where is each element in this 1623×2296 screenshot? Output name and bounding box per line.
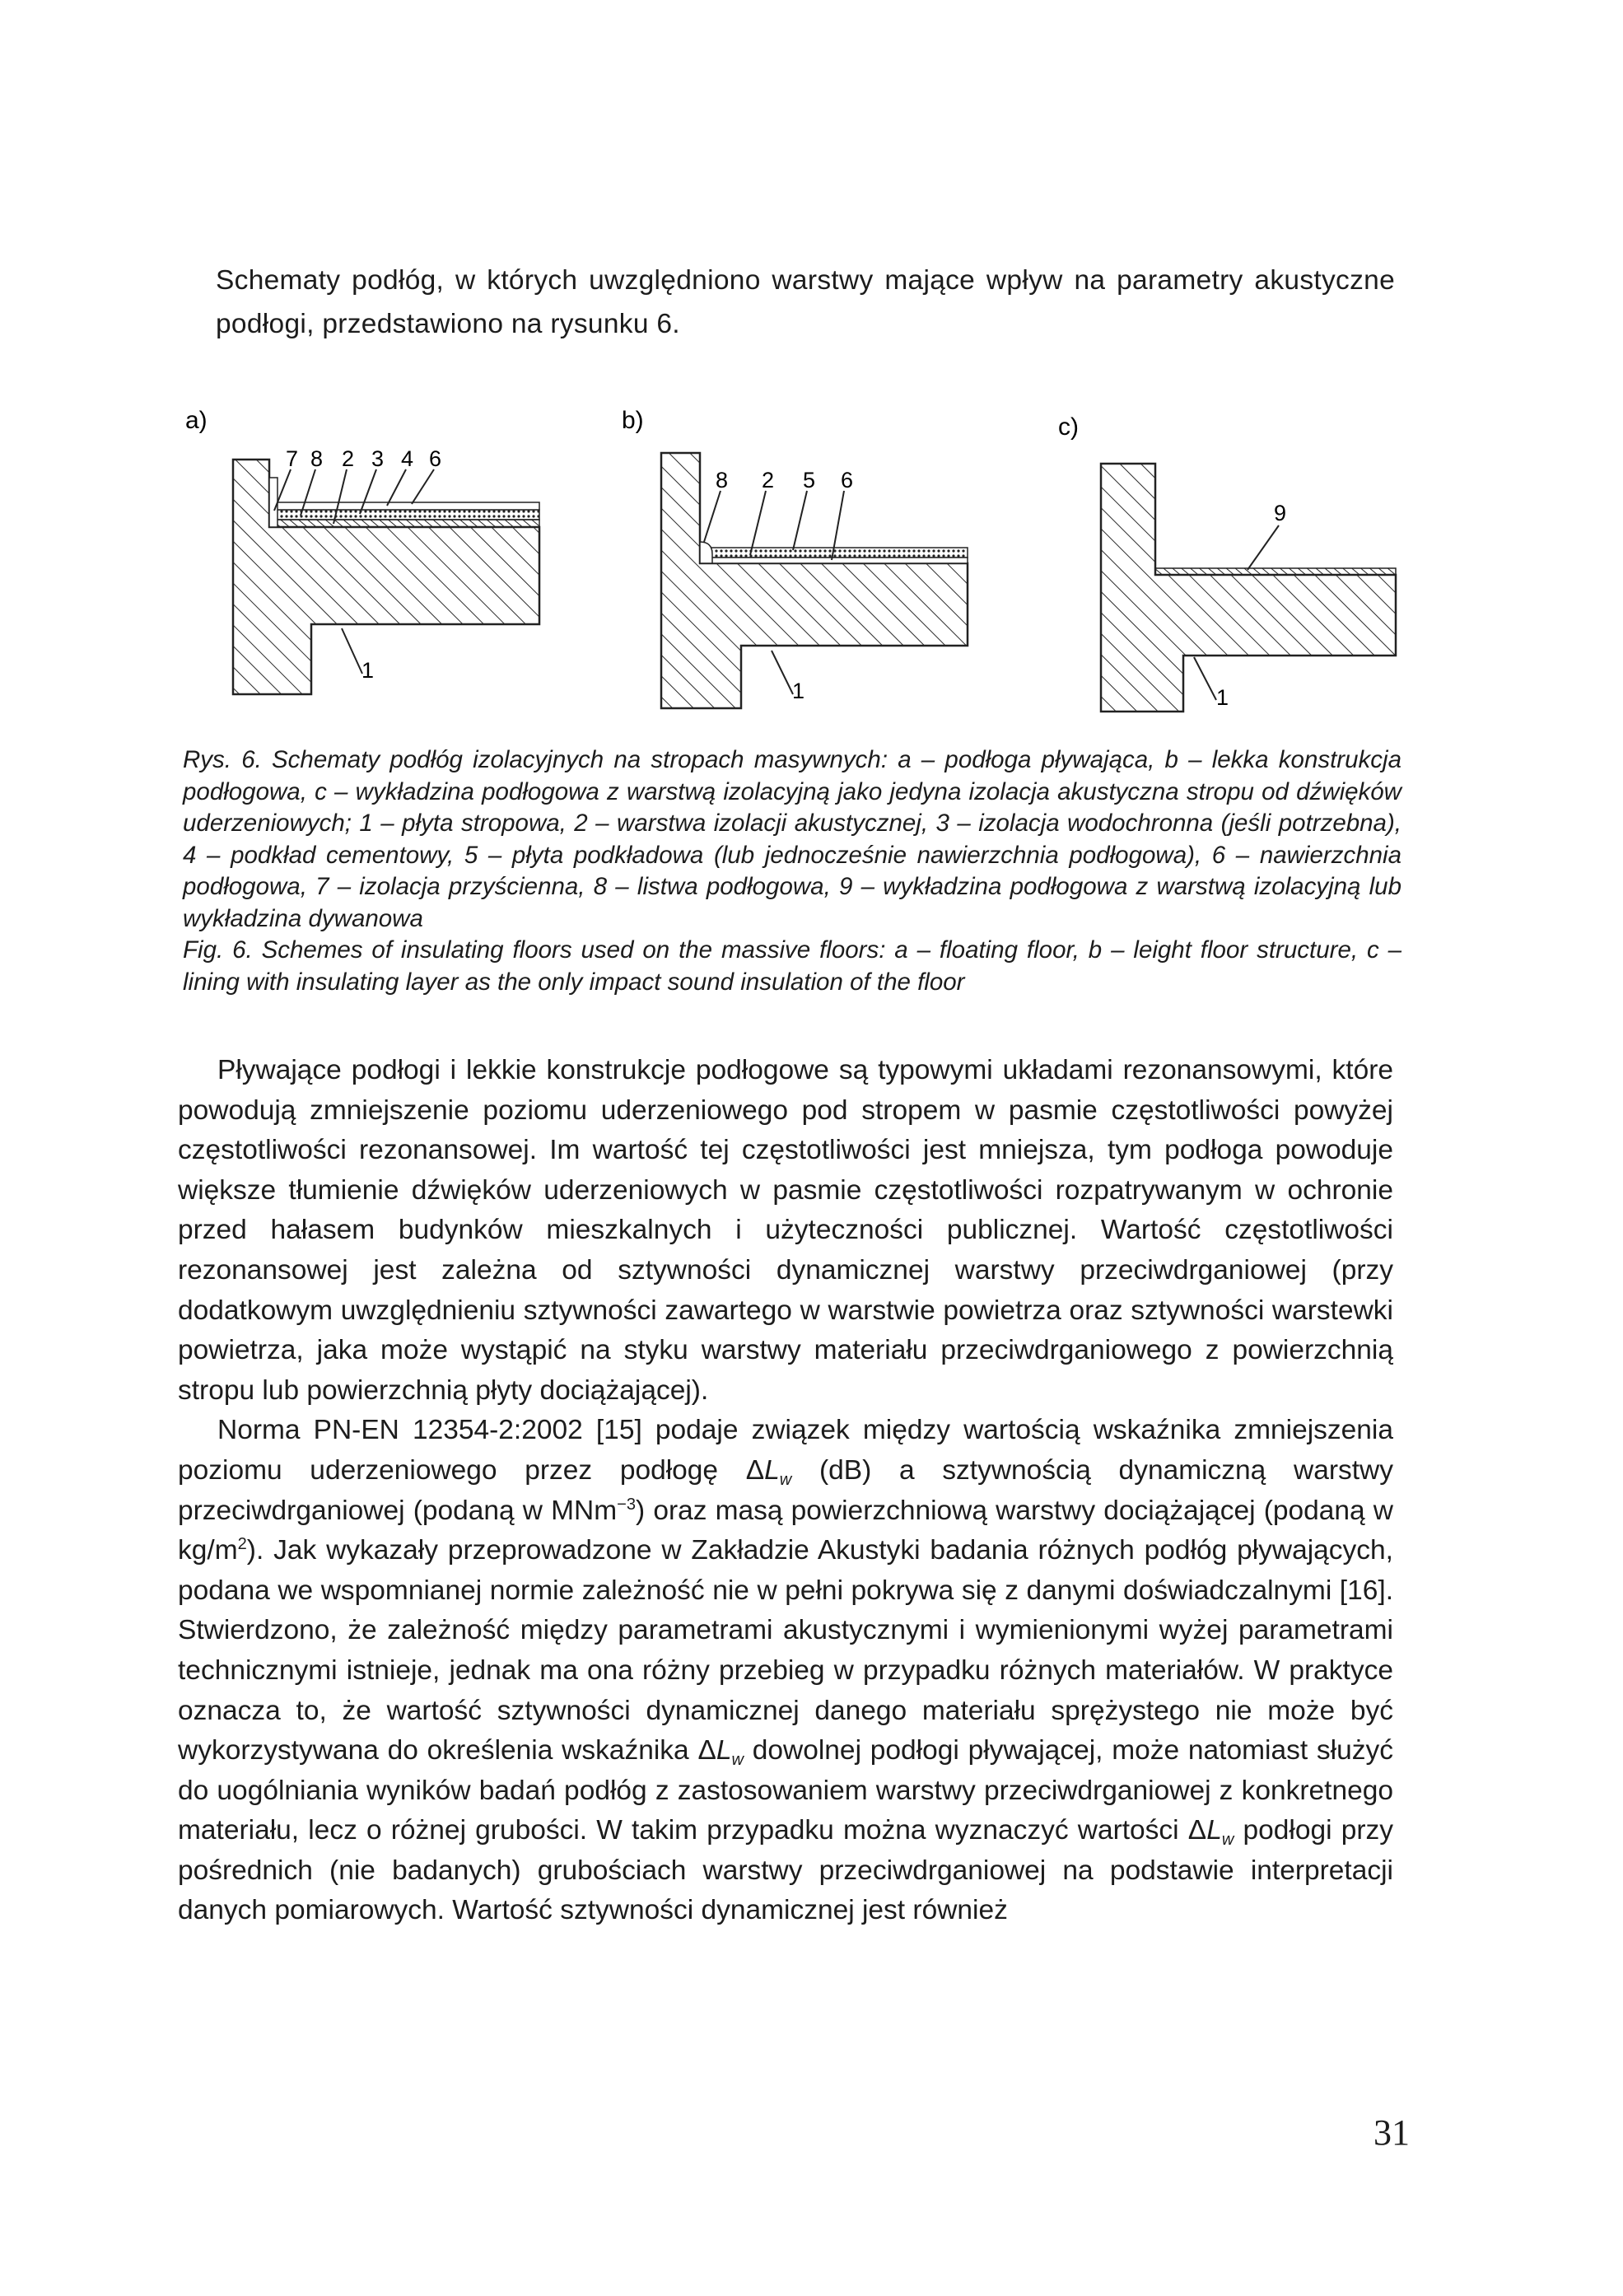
panel-b-label: b) [622,410,644,434]
exponent-minus-3: −3 [617,1495,637,1514]
page-number: 31 [1373,2112,1410,2153]
label-a-3: 2 [342,446,355,471]
p2-text-5: dowolnej podłogi pływającej, może natomiast służyć do uogólniania wyników badań podłóg z zastosowaniem warstwy przeciwdrganiowej z konkretnego materiału, lecz o różnej grubości. W takim przypadku można wyznaczyć wartości [178,1735,1393,1846]
panel-c [1058,413,1396,712]
label-a-1: 7 [286,446,299,471]
l-symbol-2: L [716,1735,732,1766]
l-symbol-3: L [1206,1815,1222,1846]
p2-text-6: podłogi przy pośrednich (nie badanych) grubościach warstwy przeciwdrganiowej na podstawie interpretacji danych pomiarowych. Wartość sztywności dynamicznej jest również [178,1815,1393,1926]
paragraph-1: Pływające podłogi i lekkie konstrukcje podłogowe są typowymi układami rezonansowymi, które powodują zmniejszenie poziomu uderzeniowego pod stropem w pasmie częstotliwości powyżej częstotliwości rezonansowej. Im wartość tej częstotliwości jest mniejsza, tym podłoga powoduje większe tłumienie dźwięków uderzeniowych w pasmie częstotliwości rozpatrywanym w ochronie przed hałasem budynków mieszkalnych i użyteczności publicznej. Wartość częstotliwości rezonansowej jest zależna od sztywności dynamicznej warstwy przeciwdrganiowej (przy dodatkowym uwzględnieniu sztywności zawartego w warstwie powietrza oraz sztywności warstewki powietrza, jaka może wystąpić na styku warstwy materiału przeciwdrganiowego z powierzchnią stropu lub powierzchnią płyty dociążającej). [178,1055,1393,1406]
label-c-slab: 1 [1216,685,1229,710]
panel-a [185,410,539,694]
p2-text-3: ) oraz masą powierzchniową warstwy dociążającej (podaną w kg/m [178,1495,1394,1566]
label-a-6: 6 [429,446,442,471]
w-subscript-3: w [1221,1831,1234,1850]
p2-text-1: Norma PN-EN 12354-2:2002 [15] podaje związek między wartością wskaźnika zmniejszenia poziomu uderzeniowego przez podłogę [178,1415,1393,1486]
label-b-3: 5 [803,468,816,492]
label-c-1: 9 [1274,501,1287,525]
intro-paragraph: Schematy podłóg, w których uwzględniono warstwy mające wpływ na parametry akustyczne podłogi, przedstawiono na rysunku 6. [216,265,1395,339]
w-subscript: w [779,1470,792,1489]
paragraph-2 [178,1411,1393,1931]
label-b-1: 8 [716,468,729,492]
delta-symbol-3: Δ [1187,1815,1207,1846]
floor-schemes-drawing [185,410,1420,723]
label-b-slab: 1 [792,679,805,703]
l-symbol: L [764,1454,780,1486]
figure-caption [183,744,1401,998]
delta-symbol: Δ [745,1454,765,1486]
panel-a-label: a) [185,410,208,434]
main-text [178,1051,1393,1931]
p2-text-4: ). Jak wykazały przeprowadzone w Zakładzie Akustyki badania różnych podłóg pływających, podana we wspomnianej normie zależność nie w pełni pokrywa się z danymi doświadczalnymi [16]. Stwierdzono, że zależność między parametrami akustycznymi i wymienionymi wyżej parametrami technicznymi istnieje, jednak ma ona różny przebieg w przypadku różnych materiałów. W praktyce oznacza to, że wartość sztywności dynamicznej danego materiału sprężystego nie może być wykorzystywana do określenia wskaźnika [178,1535,1393,1766]
panel-b [622,410,968,708]
p2-text-2: (dB) a sztywnością dynamiczną warstwy przeciwdrganiowej (podaną w MNm [178,1454,1393,1526]
label-a-4: 3 [371,446,385,471]
exponent-2: 2 [237,1535,247,1554]
figure-floor-schemes [185,410,1420,723]
label-a-2: 8 [310,446,324,471]
w-subscript-2: w [731,1751,744,1770]
caption-english: Fig. 6. Schemes of insulating floors used on the massive floors: a – floating floor, b – leight floor structure, c – lining with insulating layer as the only impact sound insulation of the floor [183,936,1401,996]
label-a-5: 4 [401,446,414,471]
label-b-2: 2 [762,468,775,492]
label-a-slab: 1 [361,658,375,683]
caption-polish: Rys. 6. Schematy podłóg izolacyjnych na stropach masywnych: a – podłoga pływająca, b – lekka konstrukcja podłogowa, c – wykładzina podłogowa z warstwą izolacyjną jako jedyna izolacja akustyczna stropu od dźwięków uderzeniowych; 1 – płyta stropowa, 2 – warstwa izolacji akustycznej, 3 – izolacja wodochronna (jeśli potrzebna), 4 – podkład cementowy, 5 – płyta podkładowa (lub jednocześnie nawierzchnia podłogowa), 6 – nawierzchnia podłogowa, 7 – izolacja przyścienna, 8 – listwa podłogowa, 9 – wykładzina podłogowa z warstwą izolacyjną lub wykładzina dywanowa [183,746,1401,932]
delta-symbol-2: Δ [697,1735,716,1766]
label-b-4: 6 [841,468,854,492]
panel-c-label: c) [1058,413,1079,441]
